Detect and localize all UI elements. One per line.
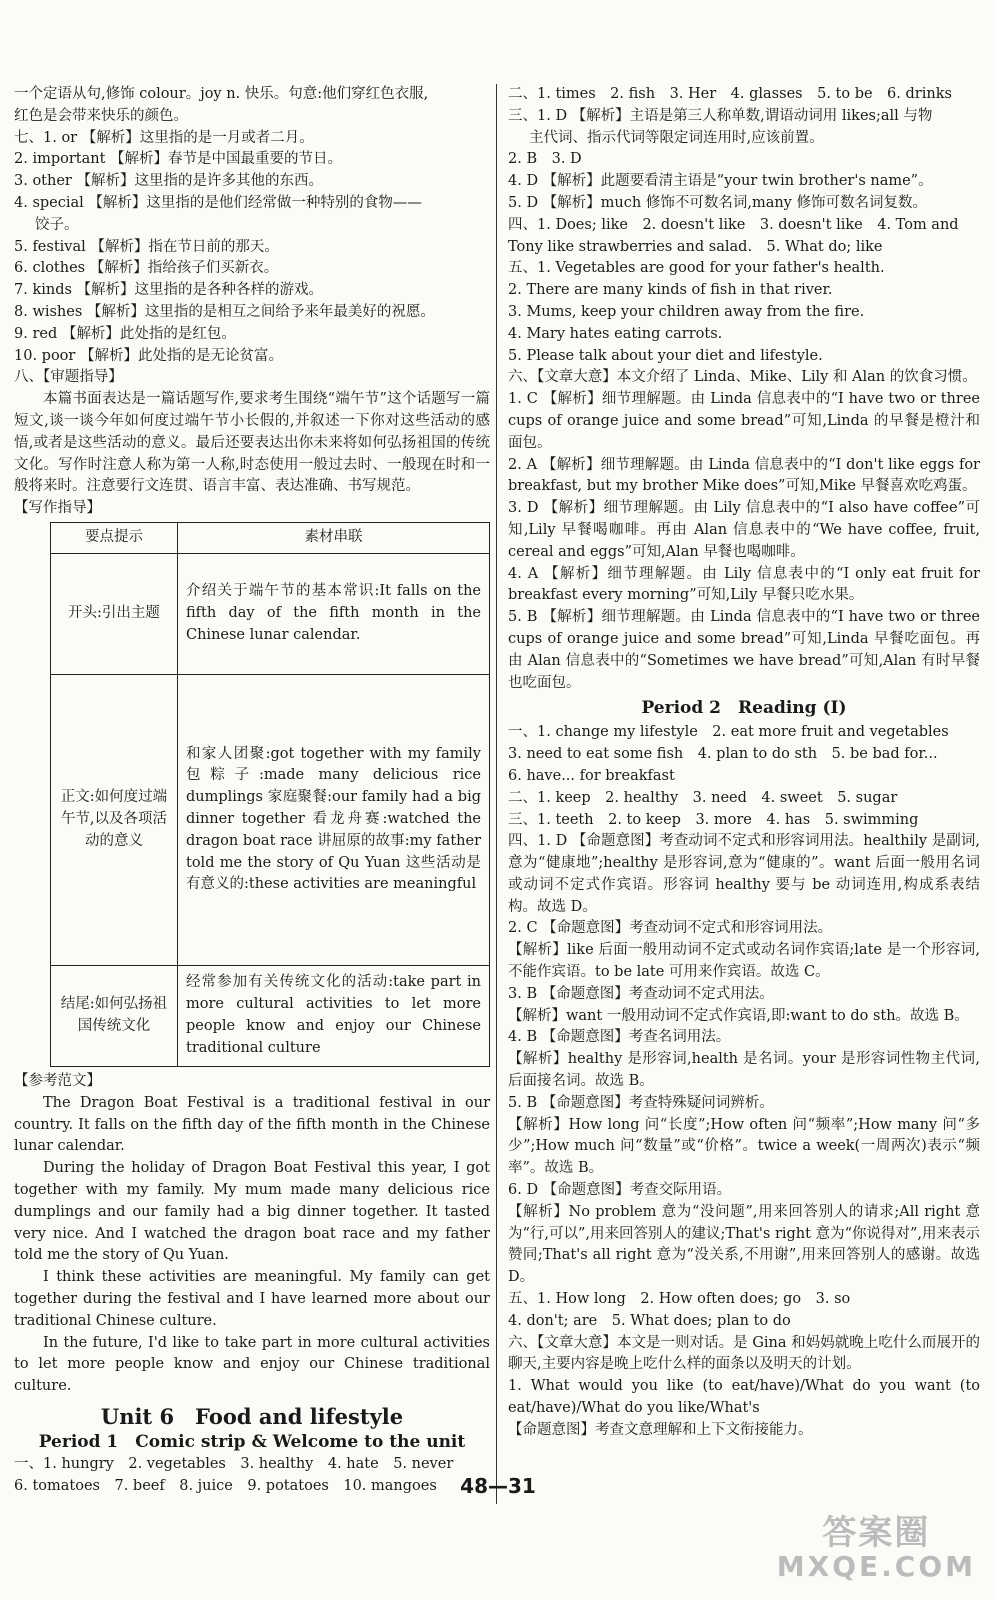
answer-line: 5. Please talk about your diet and lifestyle.	[508, 347, 823, 364]
answer-line: 3. other 【解析】这里指的是许多其他的东西。	[14, 173, 323, 190]
grammar-answer: 3. B 【命题意图】考查动词不定式用法。	[508, 985, 774, 1002]
answer-line: 10. poor 【解析】此处指的是无论贫富。	[14, 347, 283, 364]
table-cell-value: 介绍关于端午节的基本常识:It falls on the fifth day of the fifth month in the Chinese lunar calendar.	[178, 553, 490, 674]
period-title: Period 1 Comic strip & Welcome to the unit	[38, 1431, 466, 1452]
answer-line: 饺子。	[35, 216, 79, 233]
answer-line: 【命题意图】考查文意理解和上下文衔接能力。	[508, 1421, 813, 1438]
grammar-answer: 【解析】like 后面一般用动词不定式或动名词作宾语;late 是一个形容词,不能作宾语。to be late 可用来作宾语。故选 C。	[508, 942, 980, 981]
answer-line: 2. B 3. D	[508, 151, 582, 168]
left-column	[14, 84, 490, 1497]
answer-line: 五、1. Vegetables are good for your father's health.	[508, 260, 885, 277]
answer-line: 6. clothes 【解析】指给孩子们买新衣。	[14, 260, 279, 277]
table-row	[51, 553, 490, 674]
page-number: 48—31	[460, 1474, 536, 1498]
essay-paragraph: During the holiday of Dragon Boat Festival this year, I got together with my family. My mum made many delicious rice dumplings and our family had a big dinner together. It tasted very nice. And I watched the dragon boat race and my father told me the story of Qu Yuan.	[14, 1160, 490, 1264]
answer-line: 一、1. change my lifestyle 2. eat more fruit and vegetables	[508, 724, 949, 741]
answer-line: 六、【文章大意】本文是一则对话。是 Gina 和妈妈就晚上吃什么而展开的聊天,主要内容是晚上吃什么样的面条以及明天的计划。	[508, 1334, 980, 1373]
answer-line: 4. Mary hates eating carrots.	[508, 325, 723, 342]
watermark-url: MXQE.COM	[776, 1550, 976, 1583]
column-divider	[496, 84, 497, 1504]
grammar-answer: 2. C 【命题意图】考查动词不定式和形容词用法。	[508, 920, 833, 937]
answer-line: 5. D 【解析】much 修饰不可数名词,many 修饰可数名词复数。	[508, 194, 927, 211]
answer-line: 2. There are many kinds of fish in that river.	[508, 282, 833, 299]
answer-line: 1. What would you like (to eat/have)/What do you want (to eat/have)/What do you like/What's	[508, 1378, 980, 1417]
grammar-answer: 5. B 【命题意图】考查特殊疑问词辨析。	[508, 1094, 774, 1111]
answer-line: 三、1. teeth 2. to keep 3. more 4. has 5. swimming	[508, 811, 919, 828]
analysis-paragraph: 本篇书面表达是一篇话题写作,要求考生围绕“端午节”这个话题写一篇短文,谈一谈今年如何度过端午节小长假的,并叙述一下你对这些活动的感悟,或者是这些活动的意义。最后还要表达出你未来将如何弘扬祖国的传统文化。写作时注意人称为第一人称,时态使用一般过去时、一般现在时和一般将来时。注意要行文连贯、语言丰富、表达准确、书写规范。	[14, 391, 490, 495]
answer-line: 6. tomatoes 7. beef 8. juice 9. potatoes 10. mangoes	[14, 1477, 437, 1494]
answer-line: 主代词、指示代词等限定词连用时,应该前置。	[529, 129, 824, 146]
reading-answer: 5. B 【解析】细节理解题。由 Linda 信息表中的“I have two or three cups of orange juice and some bread”可知,Linda 早餐吃面包。再由 Alan 信息表中的“Sometimes we have bread”可知,Alan 有时早餐也吃面包。	[508, 609, 980, 691]
right-column	[508, 84, 980, 1442]
reading-answer: 4. A 【解析】细节理解题。由 Lily 信息表中的“I only eat fruit for breakfast every morning”可知,Lily 早餐只吃水果。	[508, 565, 980, 604]
grammar-answer: 4. B 【命题意图】考查名词用法。	[508, 1029, 731, 1046]
answer-line: 4. D 【解析】此题要看清主语是“your twin brother's name”。	[508, 173, 933, 190]
table-header-row	[51, 522, 490, 553]
table-cell-value: 经常参加有关传统文化的活动:take part in more cultural activities to let more people know and enjoy our Chinese traditional culture	[178, 965, 490, 1066]
answer-line: 三、1. D 【解析】主语是第三人称单数,谓语动词用 likes;all 与物	[508, 107, 933, 124]
table-header: 要点提示	[51, 522, 178, 553]
answer-line: 4. special 【解析】这里指的是他们经常做一种特别的食物——	[14, 194, 422, 211]
table-cell-value: 和家人团聚:got together with my family 包粽子:made many delicious rice dumplings 家庭聚餐:our family had a big dinner together 看龙舟赛:watched the dragon boat race 讲屈原的故事:my father told me the story of Qu Yuan 这些活动是有意义的:these activities are meaningful	[178, 674, 490, 965]
section-heading: 八、【审题指导】	[14, 369, 123, 386]
table-cell-key: 开头:引出主题	[51, 553, 178, 674]
table-cell-key: 结尾:如何弘扬祖国传统文化	[51, 965, 178, 1066]
answer-line: 6. have... for breakfast	[508, 767, 675, 784]
answer-line: 5. festival 【解析】指在节日前的那天。	[14, 238, 279, 255]
period-title: Period 2 Reading (Ⅰ)	[641, 698, 847, 719]
table-header: 素材串联	[178, 522, 490, 553]
reading-answer: 1. C 【解析】细节理解题。由 Linda 信息表中的“I have two or three cups of orange juice and some bread”可知,Linda 的早餐是橙汁和面包。	[508, 391, 980, 451]
essay-paragraph: I think these activities are meaningful. My family can get together during the festival and I have learned more about our traditional Chinese culture.	[14, 1269, 490, 1329]
answer-line: Tony like strawberries and salad. 5. What do; like	[508, 238, 883, 255]
unit-title: Unit 6 Food and lifestyle	[100, 1403, 404, 1429]
table-row	[51, 674, 490, 965]
table-row	[51, 965, 490, 1066]
answer-line: 7. kinds 【解析】这里指的是各种各样的游戏。	[14, 282, 324, 299]
grammar-answer: 6. D 【命题意图】考查交际用语。	[508, 1182, 732, 1199]
reading-answer: 2. A 【解析】细节理解题。由 Linda 信息表中的“I don't like eggs for breakfast, but my brother Mike does”可知,Mike 早餐喜欢吃鸡蛋。	[508, 456, 980, 495]
intro-line: 一个定语从句,修饰 colour。joy n. 快乐。句意:他们穿红色衣服,	[14, 86, 429, 102]
answer-line: 四、1. Does; like 2. doesn't like 3. doesn't like 4. Tom and	[508, 216, 959, 233]
essay-paragraph: In the future, I'd like to take part in more cultural activities to let more people know and enjoy our Chinese traditional culture.	[14, 1334, 490, 1395]
answer-line: 六、【文章大意】本文介绍了 Linda、Mike、Lily 和 Alan 的饮食习惯。	[508, 369, 977, 386]
answer-line: 8. wishes 【解析】这里指的是相互之间给予来年最美好的祝愿。	[14, 303, 435, 320]
watermark-logo	[776, 1513, 976, 1584]
reading-answer: 3. D 【解析】细节理解题。由 Lily 信息表中的“I also have coffee”可知,Lily 早餐喝咖啡。再由 Alan 信息表中的“We have coffee, fruit, cereal and eggs”可知,Alan 早餐也喝咖啡。	[508, 500, 980, 560]
table-cell-key: 正文:如何度过端午节,以及各项活动的意义	[51, 674, 178, 965]
writing-guide-table	[50, 522, 490, 1067]
answer-line: 3. Mums, keep your children away from the fire.	[508, 303, 865, 320]
intro-line: 红色是会带来快乐的颜色。	[14, 107, 188, 124]
grammar-answer: 【解析】How long 问“长度”;How often 问“频率”;How many 问“多少”;How much 问“数量”或“价格”。twice a week(一周两次)表示“频率”。故选 B。	[508, 1116, 980, 1177]
grammar-answer: 【解析】want 一般用动词不定式作宾语,即:want to do sth。故选 B。	[508, 1007, 969, 1024]
answer-line: 4. don't; are 5. What does; plan to do	[508, 1312, 791, 1329]
grammar-answer: 【解析】healthy 是形容词,health 是名词。your 是形容词性物主代词,后面接名词。故选 B。	[508, 1051, 980, 1090]
grammar-answer: 四、1. D 【命题意图】考查动词不定式和形容词用法。healthily 是副词,意为“健康地”;healthy 是形容词,意为“健康的”。want 后面一般用名词或动词不定式作宾语。形容词 healthy 要与 be 动词连用,构成系表结构。故选 D。	[508, 833, 980, 915]
essay-paragraph: The Dragon Boat Festival is a traditional festival in our country. It falls on the fifth day of the fifth month in the Chinese lunar calendar.	[14, 1094, 490, 1155]
answer-line: 二、1. keep 2. healthy 3. need 4. sweet 5. sugar	[508, 789, 898, 806]
answer-line: 3. need to eat some fish 4. plan to do sth 5. be bad for...	[508, 746, 938, 763]
answer-line: 七、1. or 【解析】这里指的是一月或者二月。	[14, 129, 314, 146]
answer-line: 9. red 【解析】此处指的是红包。	[14, 325, 236, 342]
answer-line: 二、1. times 2. fish 3. Her 4. glasses 5. to be 6. drinks	[508, 86, 952, 102]
guide-heading: 【写作指导】	[14, 500, 101, 517]
watermark-text: 答案圈	[822, 1513, 931, 1553]
answer-line: 五、1. How long 2. How often does; go 3. so	[508, 1291, 851, 1308]
grammar-answer: 【解析】No problem 意为“没问题”,用来回答别人的请求;All right 意为“行,可以”,用来回答别人的建议;That's right 意为“你说得对”,用来表示赞同;That's all right 意为“没关系,不用谢”,用来回答别人的感谢。故选 D。	[508, 1203, 981, 1286]
answer-line: 2. important 【解析】春节是中国最重要的节日。	[14, 151, 343, 168]
answer-line: 一、1. hungry 2. vegetables 3. healthy 4. hate 5. never	[14, 1455, 454, 1472]
essay-heading: 【参考范文】	[14, 1072, 101, 1089]
